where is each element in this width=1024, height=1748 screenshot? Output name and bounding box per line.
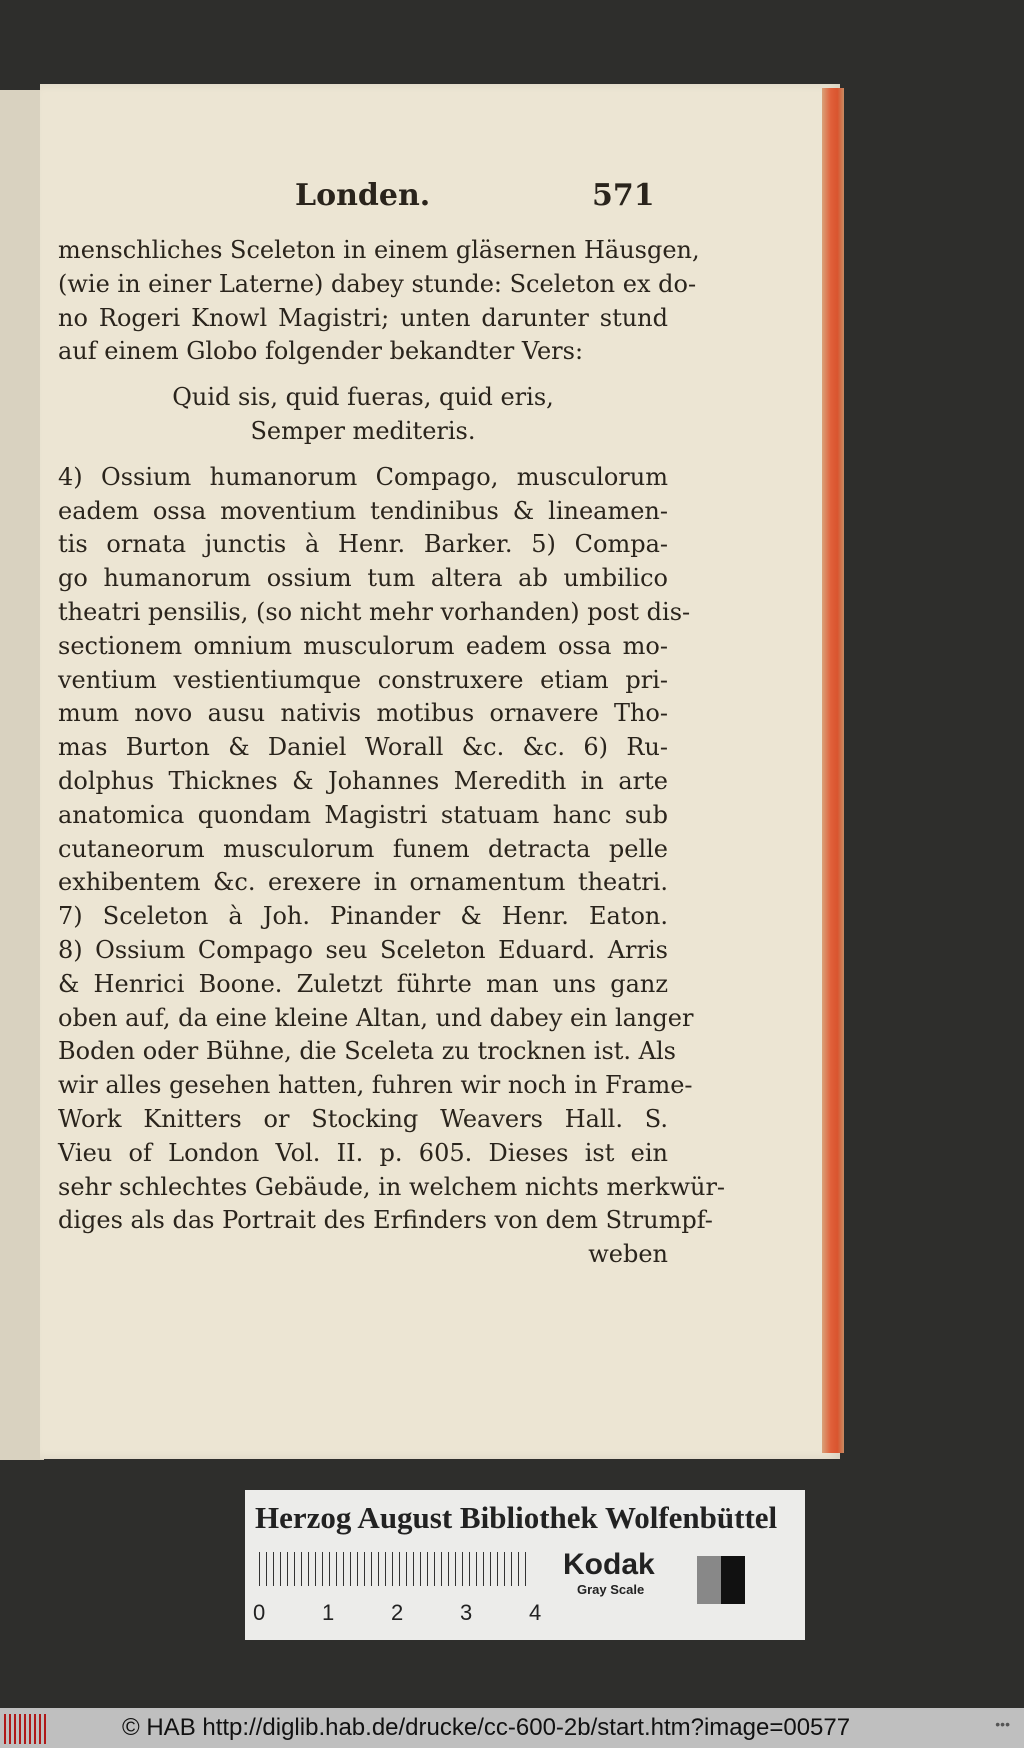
text-line: sectionem omnium musculorum eadem ossa mo- — [58, 631, 668, 660]
hab-logo-icon — [4, 1714, 46, 1744]
text-line: 7) Sceleton à Joh. Pinander & Henr. Eaton. — [58, 902, 668, 931]
text-line: oben auf, da eine kleine Altan, und dabey ein langer — [58, 1003, 694, 1032]
verse-line: Semper mediteris. — [250, 416, 476, 445]
verse-line: Quid sis, quid fueras, quid eris, — [172, 383, 554, 412]
text-line: anatomica quondam Magistri statuam hanc sub — [58, 800, 668, 829]
text-line: theatri pensilis, (so nicht mehr vorhanden) post dis- — [58, 597, 691, 626]
ruler-number: 2 — [391, 1600, 404, 1625]
text-line: 8) Ossium Compago seu Sceleton Eduard. Arris — [58, 935, 668, 964]
running-head: Londen. — [295, 178, 431, 213]
ruler-number: 4 — [529, 1600, 542, 1625]
page-text — [58, 234, 726, 1272]
color-calibration-card — [245, 1490, 805, 1640]
gray-scale-label: Gray Scale — [577, 1582, 645, 1597]
text-line: menschliches Sceleton in einem gläsernen Häusgen, — [58, 236, 700, 264]
library-name: Herzog August Bibliothek Wolfenbüttel — [255, 1500, 778, 1535]
text-line: dolphus Thicknes & Johannes Meredith in arte — [58, 766, 668, 795]
text-line: cutaneorum musculorum funem detracta pelle — [58, 834, 668, 863]
text-line: no Rogeri Knowl Magistri; unten darunter stund — [58, 303, 668, 332]
copyright-link[interactable]: © HAB http://diglib.hab.de/drucke/cc-600-2b/start.htm?image=00577 — [122, 1714, 851, 1741]
text-line: go humanorum ossium tum altera ab umbilico — [58, 564, 668, 593]
text-line: tis ornata junctis à Henr. Barker. 5) Compa- — [58, 530, 668, 559]
text-line: exhibentem &c. erexere in ornamentum theatri. — [58, 868, 668, 897]
text-line: wir alles gesehen hatten, fuhren wir noch in Frame- — [58, 1071, 693, 1100]
more-menu-icon[interactable]: ••• — [995, 1716, 1010, 1732]
footer-bar — [0, 1708, 1024, 1748]
ruler-number: 0 — [253, 1600, 266, 1625]
text-line: (wie in einer Laterne) dabey stunde: Sceleton ex do- — [58, 269, 697, 298]
ruler-number: 1 — [322, 1600, 335, 1625]
ruler-scale — [259, 1552, 531, 1586]
text-line: auf einem Globo folgender bekandter Vers: — [58, 337, 584, 366]
page-number: 571 — [592, 178, 655, 213]
ruler-number: 3 — [460, 1600, 473, 1625]
text-line: ventium vestientiumque construxere etiam pri- — [58, 665, 668, 694]
text-line: sehr schlechtes Gebäude, in welchem nichts merkwür- — [58, 1172, 726, 1201]
facing-page-edge — [0, 90, 44, 1460]
text-line: eadem ossa moventium tendinibus & lineamen- — [58, 496, 668, 525]
ruler-numbers — [253, 1600, 598, 1626]
text-line: mas Burton & Daniel Worall &c. &c. 6) Ru- — [58, 733, 668, 762]
text-line: Vieu of London Vol. II. p. 605. Dieses ist ein — [58, 1138, 668, 1167]
black-swatch — [721, 1556, 745, 1604]
text-line: 4) Ossium humanorum Compago, musculorum — [58, 462, 668, 491]
text-line: diges als das Portrait des Erfinders von dem Strumpf- — [58, 1206, 713, 1235]
kodak-logo: Kodak — [563, 1548, 655, 1581]
text-line: Boden oder Bühne, die Sceleta zu trocknen ist. Als — [58, 1037, 676, 1066]
red-page-edge — [822, 88, 844, 1453]
catchword: weben — [588, 1240, 668, 1269]
text-line: Work Knitters or Stocking Weavers Hall. S. — [58, 1104, 668, 1133]
gray-swatch — [697, 1556, 721, 1604]
text-line: & Henrici Boone. Zuletzt führte man uns ganz — [58, 969, 668, 998]
text-line: mum novo ausu nativis motibus ornavere Tho- — [58, 699, 668, 728]
